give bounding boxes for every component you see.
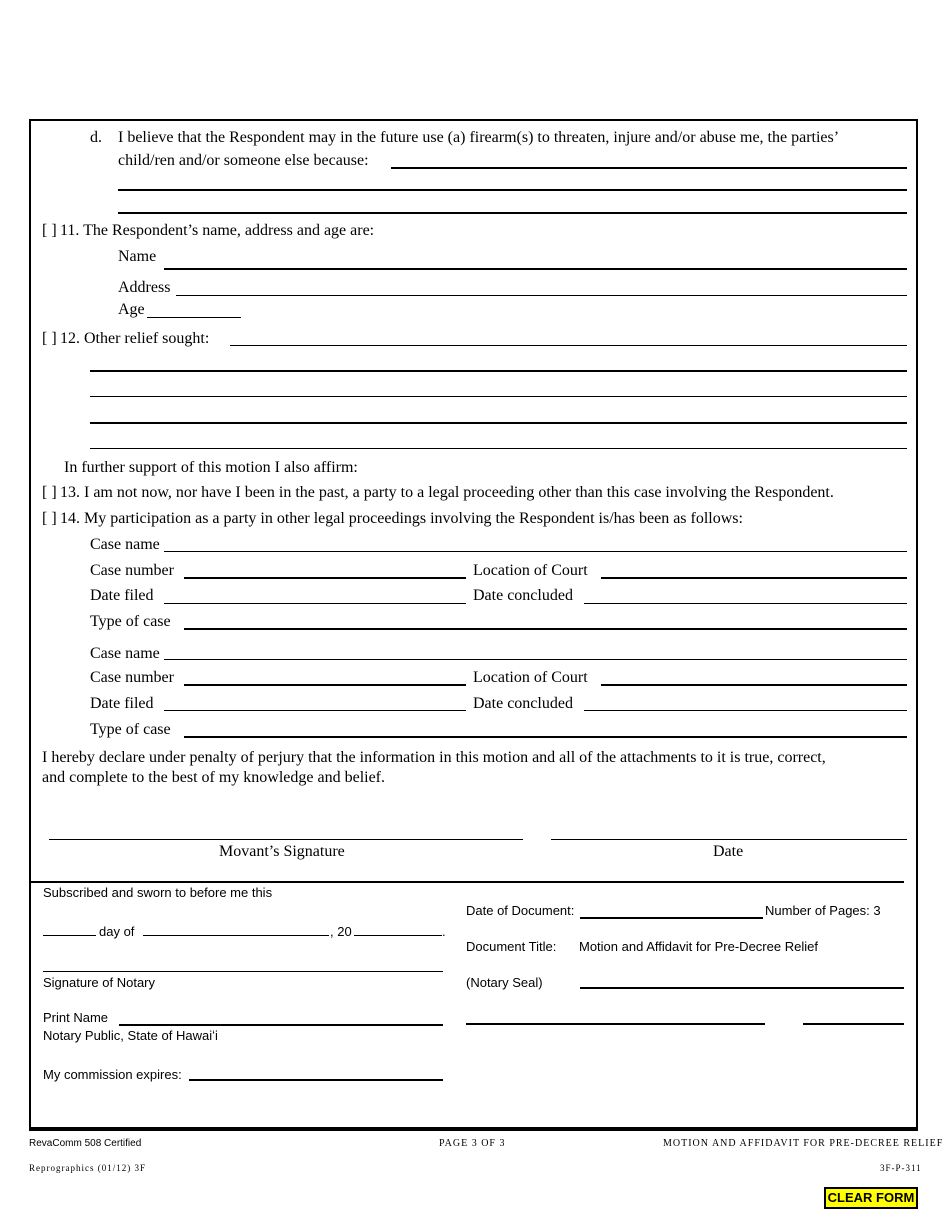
item12-label: 12. Other relief sought: <box>60 330 210 347</box>
reprographics-text: Reprographics (01/12) 3F <box>29 1163 146 1173</box>
respondent-address-label: Address <box>118 279 171 296</box>
notary-signature-line[interactable] <box>43 971 443 972</box>
case2-date-concluded-label: Date concluded <box>473 695 573 712</box>
movant-signature-label: Movant’s Signature <box>219 843 345 860</box>
notary-signature-label: Signature of Notary <box>43 975 156 990</box>
number-of-pages-text: Number of Pages: 3 <box>765 903 881 918</box>
notary-extra-line-1[interactable] <box>466 1023 765 1025</box>
notary-subscribed-text: Subscribed and sworn to before me this <box>43 885 273 900</box>
case1-date-filed-field[interactable] <box>164 603 466 604</box>
case2-name-field[interactable] <box>164 659 907 660</box>
case2-location-field[interactable] <box>601 684 907 686</box>
revacomm-certified: RevaComm 508 Certified <box>29 1138 142 1149</box>
case2-name-label: Case name <box>90 645 160 662</box>
item-d-answer-line-2[interactable] <box>118 189 907 191</box>
other-relief-line-1[interactable] <box>230 345 907 346</box>
notary-extra-line-2[interactable] <box>803 1023 904 1025</box>
case2-date-filed-label: Date filed <box>90 695 154 712</box>
respondent-name-field[interactable] <box>164 268 907 270</box>
case1-type-field[interactable] <box>184 628 907 630</box>
item11-checkbox[interactable]: [ ] <box>42 222 57 239</box>
item-d-answer-line-1[interactable] <box>391 167 907 169</box>
case2-location-label: Location of Court <box>473 669 588 686</box>
notary-day-of-text: day of <box>99 924 135 939</box>
item11-label: 11. The Respondent’s name, address and age are: <box>60 222 375 239</box>
case1-location-field[interactable] <box>601 577 907 579</box>
notary-month-field[interactable] <box>143 935 329 936</box>
declaration-line2: and complete to the best of my knowledge and belief. <box>42 769 386 786</box>
item12-checkbox[interactable]: [ ] <box>42 330 57 347</box>
movant-signature-line[interactable] <box>49 839 523 840</box>
other-relief-line-2[interactable] <box>90 370 907 372</box>
notary-print-name-label: Print Name <box>43 1010 109 1025</box>
further-support-text: In further support of this motion I also affirm: <box>64 459 358 476</box>
declaration-line1: I hereby declare under penalty of perjury that the information in this motion and all of the attachments to it is true, correct, <box>42 749 826 766</box>
case1-name-label: Case name <box>90 536 160 553</box>
item-d-line2: child/ren and/or someone else because: <box>118 152 369 169</box>
case1-date-filed-label: Date filed <box>90 587 154 604</box>
date-of-document-label: Date of Document: <box>466 903 575 918</box>
case2-date-filed-field[interactable] <box>164 710 466 711</box>
notary-year-field[interactable] <box>354 935 442 936</box>
item-d-line1: I believe that the Respondent may in the future use (a) firearm(s) to threaten, injure and/or abuse me, the parties’ <box>118 129 840 146</box>
case1-location-label: Location of Court <box>473 562 588 579</box>
notary-seal-line[interactable] <box>580 987 904 989</box>
item14-label: 14. My participation as a party in other legal proceedings involving the Respondent is/has been as follows: <box>60 510 743 527</box>
case1-type-label: Type of case <box>90 613 171 630</box>
notary-commission-field[interactable] <box>189 1079 443 1081</box>
respondent-address-field[interactable] <box>176 295 907 296</box>
signature-date-line[interactable] <box>551 839 907 840</box>
date-of-document-field[interactable] <box>580 917 763 919</box>
notary-seal-label: (Notary Seal) <box>466 975 543 990</box>
case1-number-label: Case number <box>90 562 174 579</box>
case2-type-field[interactable] <box>184 736 907 738</box>
other-relief-line-3[interactable] <box>90 396 907 397</box>
form-number: 3F-P-311 <box>880 1163 922 1173</box>
notary-public-state-text: Notary Public, State of Hawaiʻi <box>43 1028 218 1043</box>
case1-name-field[interactable] <box>164 551 907 552</box>
respondent-name-label: Name <box>118 248 157 265</box>
clear-form-button[interactable]: CLEAR FORM <box>824 1187 918 1209</box>
item13-checkbox[interactable]: [ ] <box>42 484 57 501</box>
case2-type-label: Type of case <box>90 721 171 738</box>
notary-day-field[interactable] <box>43 935 96 936</box>
notary-period: . <box>442 924 446 939</box>
footer-form-title: MOTION AND AFFIDAVIT FOR PRE-DECREE RELIEF <box>663 1138 944 1149</box>
item13-label: 13. I am not now, nor have I been in the past, a party to a legal proceeding other than this case involving the Respondent. <box>60 484 834 501</box>
other-relief-line-5[interactable] <box>90 448 907 449</box>
signature-date-label: Date <box>713 843 744 860</box>
respondent-age-field[interactable] <box>147 317 241 318</box>
case2-date-concluded-field[interactable] <box>584 710 907 711</box>
item-d-letter: d. <box>90 129 102 146</box>
notary-print-name-field[interactable] <box>119 1024 443 1026</box>
other-relief-line-4[interactable] <box>90 422 907 424</box>
case1-date-concluded-field[interactable] <box>584 603 907 604</box>
notary-commission-label: My commission expires: <box>43 1067 182 1082</box>
case2-number-label: Case number <box>90 669 174 686</box>
page-number: PAGE 3 OF 3 <box>439 1138 506 1149</box>
case1-number-field[interactable] <box>184 577 466 579</box>
respondent-age-label: Age <box>118 301 145 318</box>
notary-top-rule <box>30 881 904 883</box>
case2-number-field[interactable] <box>184 684 466 686</box>
case1-date-concluded-label: Date concluded <box>473 587 573 604</box>
document-title-label: Document Title: <box>466 939 557 954</box>
notary-comma-20-text: , 20 <box>330 924 352 939</box>
item-d-answer-line-3[interactable] <box>118 212 907 214</box>
footer-rule-container <box>29 1132 918 1135</box>
document-title-value: Motion and Affidavit for Pre-Decree Relief <box>579 939 818 954</box>
item14-checkbox[interactable]: [ ] <box>42 510 57 527</box>
